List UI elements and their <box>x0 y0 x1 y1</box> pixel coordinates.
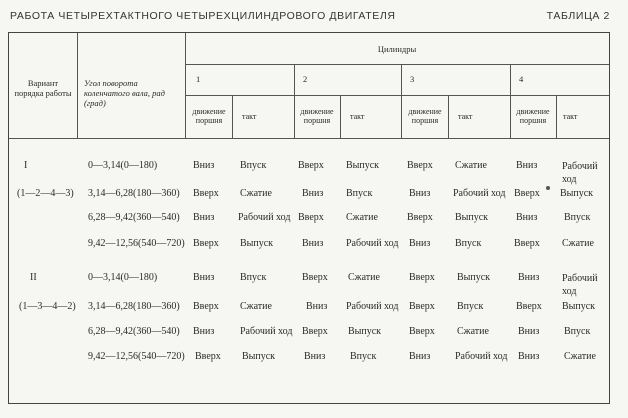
angle-cell: 9,42—12,56(540—720) <box>88 238 185 249</box>
table-cell: Рабочий ход <box>562 273 598 297</box>
table-cell: Рабочий ход <box>453 188 506 199</box>
table-cell: Вниз <box>518 351 540 362</box>
angle-cell: 3,14—6,28(180—360) <box>88 301 180 312</box>
table-cell: Впуск <box>455 238 482 249</box>
table-cell: Вверх <box>407 212 433 223</box>
table-cell: Выпуск <box>240 238 274 249</box>
table-cell: Выпуск <box>560 188 594 199</box>
table-cell: Вверх <box>193 188 219 199</box>
variant-order: (1—3—4—2) <box>19 301 76 312</box>
stroke-head: такт <box>458 112 473 121</box>
cylinder-2-label: 2 <box>303 74 308 84</box>
table-cell: Вниз <box>302 238 324 249</box>
table-cell: Вниз <box>193 326 215 337</box>
table-cell: Вверх <box>298 160 324 171</box>
table-cell: Сжатие <box>457 326 489 337</box>
table-cell: Вверх <box>302 326 328 337</box>
table-number: ТАБЛИЦА 2 <box>546 10 610 22</box>
table-cell: Впуск <box>457 301 484 312</box>
table-cell: Выпуск <box>348 326 382 337</box>
table-cell: Сжатие <box>348 272 380 283</box>
cylinder-4-label: 4 <box>519 74 524 84</box>
table-cell: Вниз <box>518 326 540 337</box>
table-cell: Рабочий ход <box>562 161 598 185</box>
col-head-cylinders: Цилиндры <box>377 44 417 54</box>
table-cell: Рабочий ход <box>240 326 293 337</box>
table-cell: Вниз <box>409 238 431 249</box>
table-cell: Вверх <box>409 301 435 312</box>
piston-motion-head: движение поршня <box>192 107 226 125</box>
table-cell: Сжатие <box>240 188 272 199</box>
stroke-head: такт <box>563 112 578 121</box>
table-cell: Сжатие <box>240 301 272 312</box>
table-cell: Вниз <box>306 301 328 312</box>
angle-cell: 9,42—12,56(540—720) <box>88 351 185 362</box>
table-cell: Впуск <box>346 188 373 199</box>
col-rule <box>448 95 449 138</box>
table-cell: Вниз <box>193 212 215 223</box>
table-cell: Сжатие <box>562 238 594 249</box>
angle-cell: 3,14—6,28(180—360) <box>88 188 180 199</box>
table-cell: Вниз <box>304 351 326 362</box>
table-cell: Впуск <box>240 160 267 171</box>
table-cell: Сжатие <box>564 351 596 362</box>
variant-order: (1—2—4—3) <box>17 188 74 199</box>
table-cell: Рабочий ход <box>238 212 291 223</box>
table-cell: Вниз <box>516 160 538 171</box>
piston-motion-head: движение поршня <box>408 107 442 125</box>
table-cell: Вверх <box>409 272 435 283</box>
table-cell: Вверх <box>193 301 219 312</box>
col-head-angle: Угол поворота коленчатого вала, рад (град) <box>84 78 165 108</box>
col-rule <box>556 95 557 138</box>
stroke-head: такт <box>350 112 365 121</box>
row-rule <box>185 95 609 96</box>
table-cell: Вниз <box>409 351 431 362</box>
table-cell: Вверх <box>195 351 221 362</box>
table-title: РАБОТА ЧЕТЫРЕХТАКТНОГО ЧЕТЫРЕХЦИЛИНДРОВОГО ДВИГАТЕЛЯ <box>10 10 396 22</box>
table-cell: Вниз <box>516 212 538 223</box>
table-cell: Вниз <box>409 188 431 199</box>
table-cell: Вверх <box>409 326 435 337</box>
table-cell: Выпуск <box>346 160 380 171</box>
col-rule <box>232 95 233 138</box>
table-cell: Впуск <box>564 326 591 337</box>
table-cell: Рабочий ход <box>346 301 399 312</box>
piston-motion-head: движение поршня <box>300 107 334 125</box>
row-rule <box>9 138 609 139</box>
table-cell: Сжатие <box>346 212 378 223</box>
table-cell: Сжатие <box>455 160 487 171</box>
cylinder-3-label: 3 <box>410 74 415 84</box>
angle-cell: 0—3,14(0—180) <box>88 272 158 283</box>
table-cell: Выпуск <box>242 351 276 362</box>
col-rule <box>401 64 402 138</box>
row-rule <box>185 64 609 65</box>
table-cell: Вниз <box>193 272 215 283</box>
table-cell: Впуск <box>564 212 591 223</box>
table-cell: Впуск <box>350 351 377 362</box>
ink-spot <box>546 186 550 190</box>
table-cell: Вверх <box>514 188 540 199</box>
angle-cell: 0—3,14(0—180) <box>88 160 158 171</box>
col-rule <box>77 33 78 138</box>
angle-cell: 6,28—9,42(360—540) <box>88 212 180 223</box>
angle-cell: 6,28—9,42(360—540) <box>88 326 180 337</box>
table-cell: Вверх <box>302 272 328 283</box>
table-cell: Рабочий ход <box>455 351 508 362</box>
table-cell: Выпуск <box>455 212 489 223</box>
table-cell: Вниз <box>193 160 215 171</box>
table-cell: Вверх <box>514 238 540 249</box>
col-rule <box>294 64 295 138</box>
table-cell: Вниз <box>518 272 540 283</box>
cylinder-1-label: 1 <box>196 74 201 84</box>
table-cell: Вверх <box>516 301 542 312</box>
col-rule <box>340 95 341 138</box>
table-cell: Вверх <box>298 212 324 223</box>
variant-number: I <box>24 160 28 171</box>
table-cell: Рабочий ход <box>346 238 399 249</box>
col-head-variant: Вариант порядка работы <box>14 78 72 98</box>
table-cell: Вверх <box>193 238 219 249</box>
table-cell: Вниз <box>302 188 324 199</box>
col-rule <box>510 64 511 138</box>
table-cell: Выпуск <box>457 272 491 283</box>
table-cell: Выпуск <box>562 301 596 312</box>
variant-number: II <box>30 272 37 283</box>
stroke-head: такт <box>242 112 257 121</box>
table-cell: Вверх <box>407 160 433 171</box>
table-cell: Впуск <box>240 272 267 283</box>
piston-motion-head: движение поршня <box>516 107 550 125</box>
